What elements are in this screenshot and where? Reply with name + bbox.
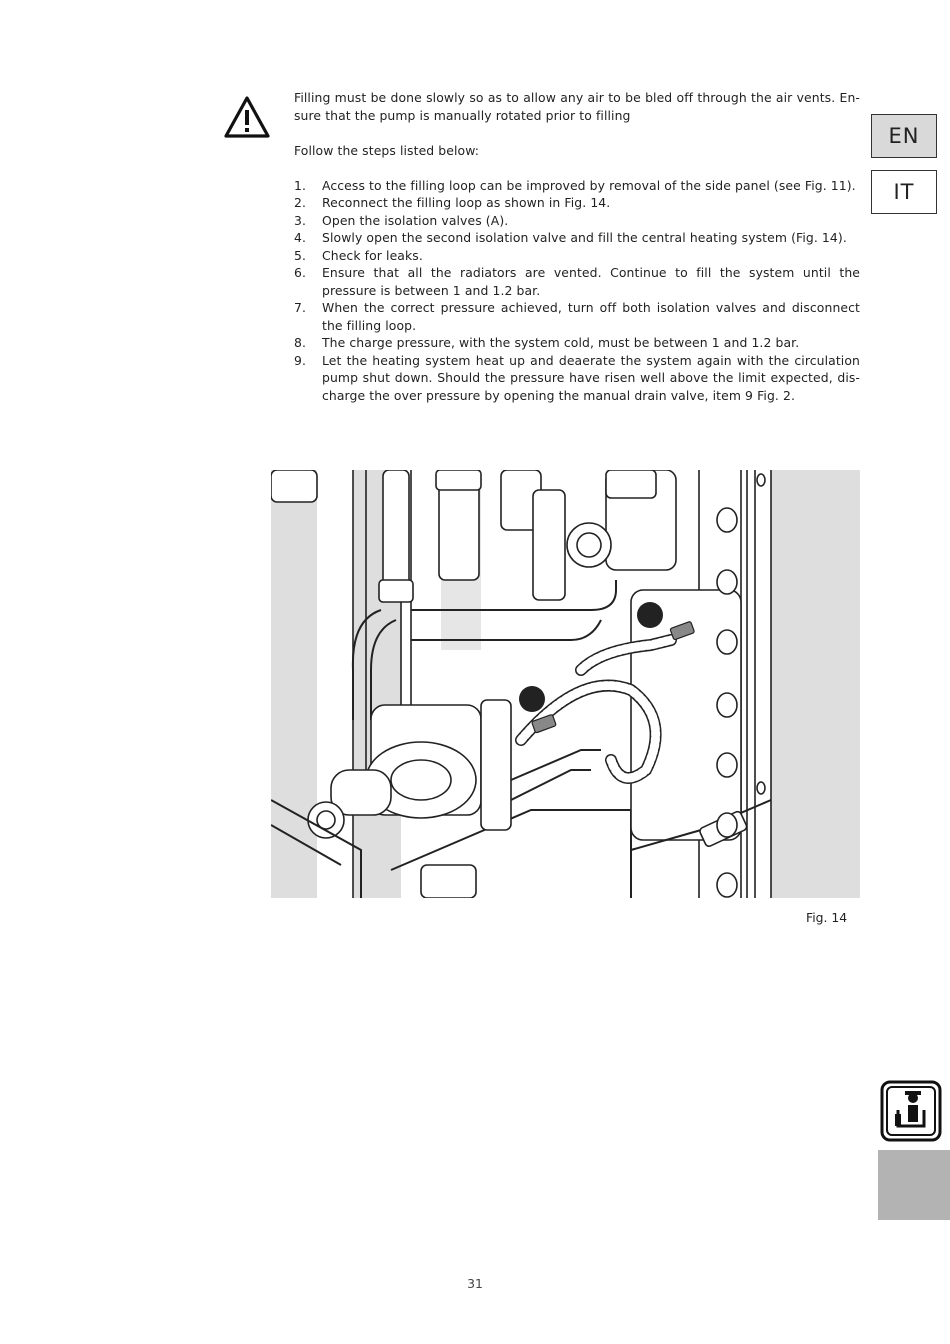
list-item: 7. When the correct pressure achieved, turn off both isolation valves and disconnect the filling loop. — [294, 300, 860, 333]
list-item: 5. Check for leaks. — [294, 247, 423, 263]
list-item: 1. Access to the filling loop can be improved by removal of the side panel (see Fig. 11). — [294, 177, 856, 193]
boiler-filling-loop-illustration — [271, 470, 860, 898]
warning-triangle-icon — [223, 95, 271, 139]
list-item: 8. The charge pressure, with the system cold, must be between 1 and 1.2 bar. — [294, 335, 800, 350]
list-item: 3. Open the isolation valves (A). — [294, 212, 509, 228]
list-item: 4. Slowly open the second isolation valve and fill the central heating system (Fig. 14). — [294, 230, 847, 245]
tab-language-en[interactable]: EN — [871, 114, 937, 158]
list-item: 2. Reconnect the filling loop as shown in Fig. 14. — [294, 195, 611, 210]
figure-caption: Fig. 14 — [806, 910, 848, 925]
figure-14 — [271, 470, 860, 898]
side-tab-block — [878, 1150, 950, 1220]
list-item: 9. Let the heating system heat up and deaerate the system again with the circulation pump shut down. Should the pressure have risen well above the limit expected, dis-charge the over pressure by opening the manual drain valve, item 9 Fig. 2. — [294, 352, 860, 403]
page-number: 31 — [467, 1276, 483, 1291]
list-item: 6. Ensure that all the radiators are vented. Continue to fill the system until the pressure is between 1 and 1.2 bar. — [294, 265, 860, 298]
steps-intro: Follow the steps listed below: — [294, 143, 480, 158]
installer-icon — [880, 1080, 942, 1142]
warning-text: Filling must be done slowly so as to allow any air to be bled off through the air vents. En-sure that the pump is manually rotated prior to filling — [294, 90, 860, 123]
steps-list — [294, 177, 860, 405]
instructions-text — [294, 89, 860, 404]
tab-language-it[interactable]: IT — [871, 170, 937, 214]
